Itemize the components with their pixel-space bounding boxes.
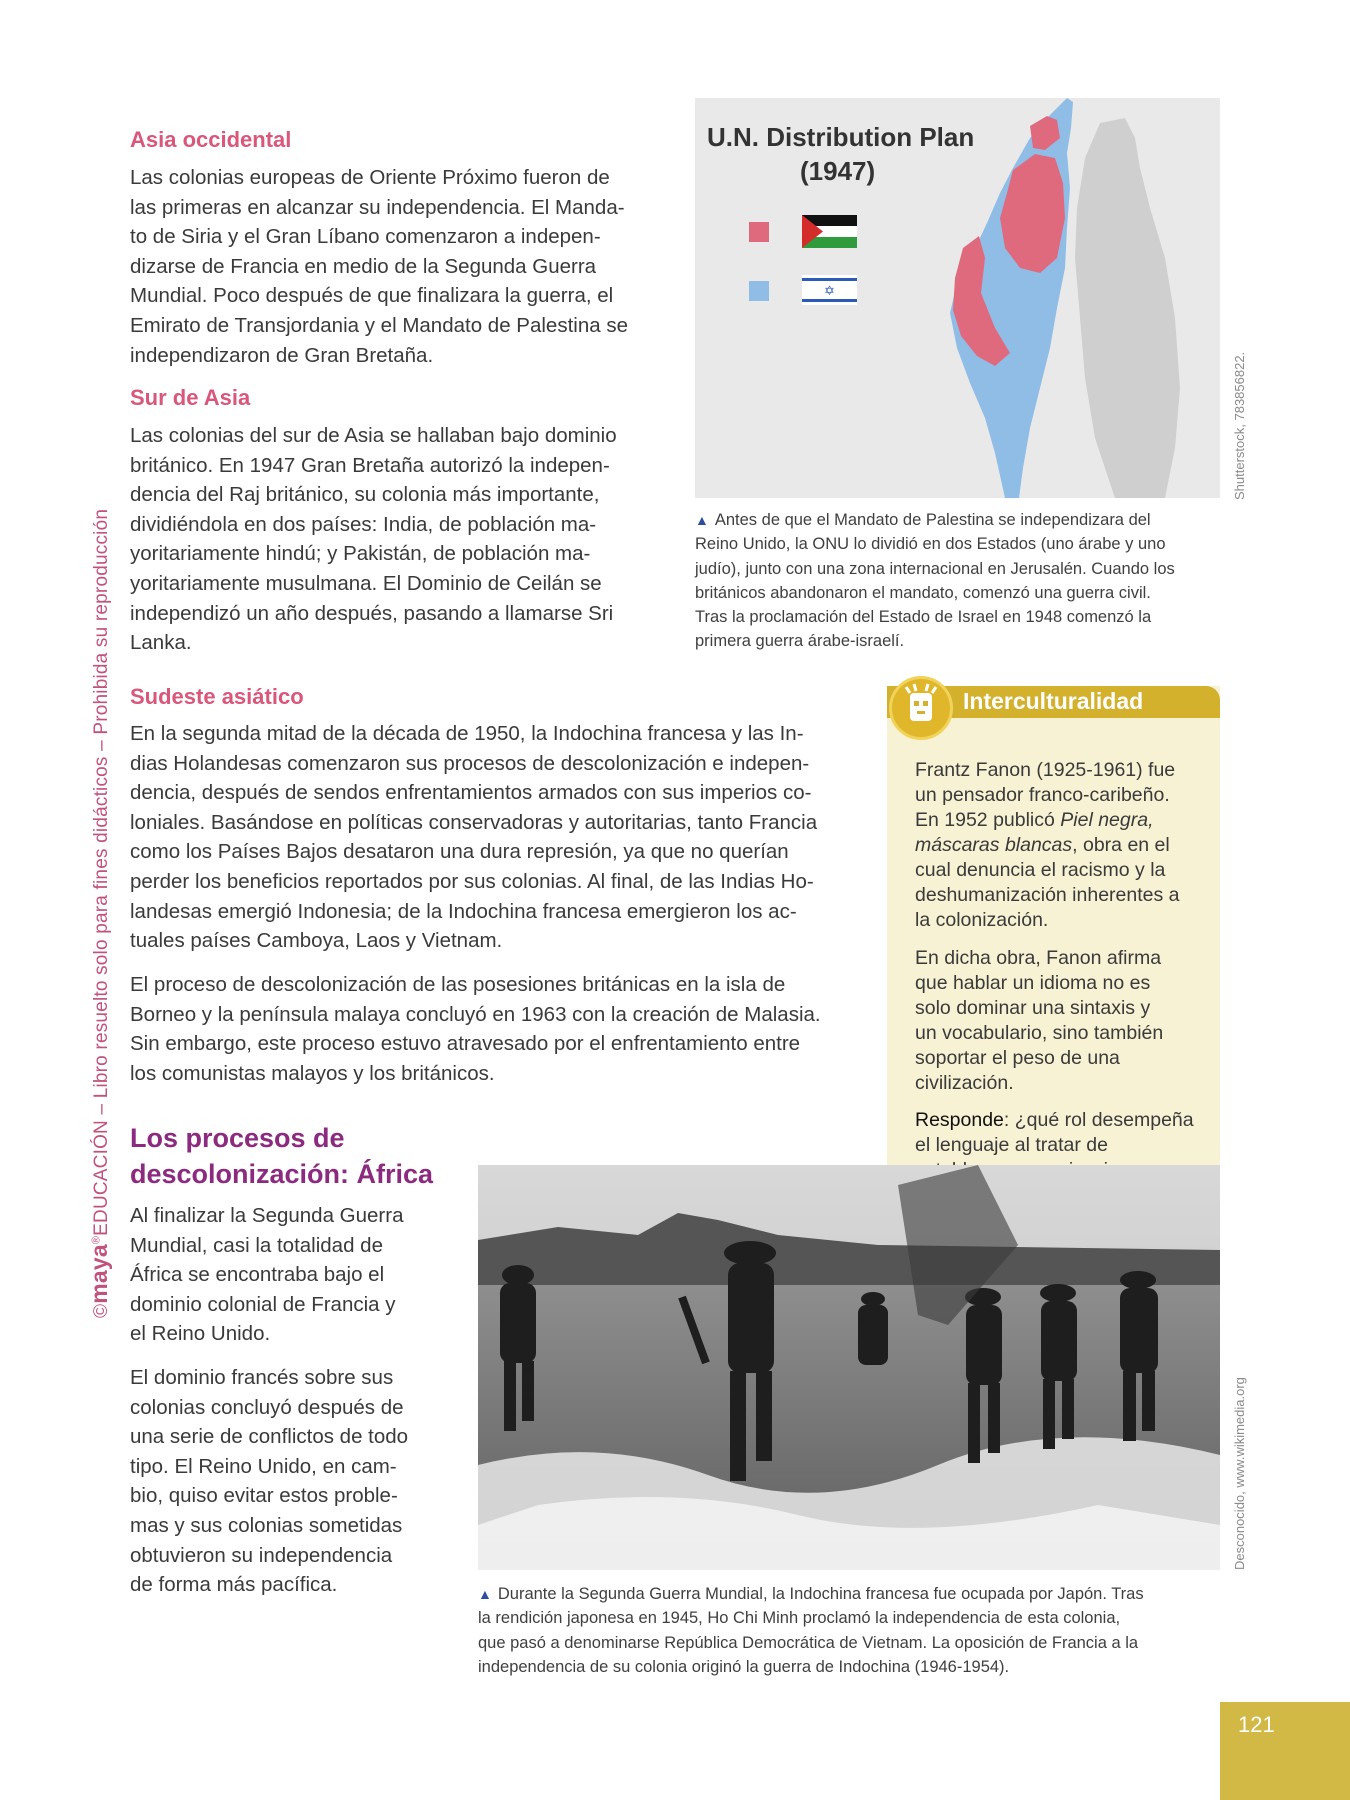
sudeste-asiatico-paragraph-2: El proceso de descolonización de las posesiones británicas en la isla de Borneo y la península malaya concluyó en 1963 con la creación de Malasia. Sin embargo, este proceso estuvo atravesado por el enfrentamiento entre los comunistas malayos y los británicos. [130,973,821,1085]
photo-illustration [478,1165,1220,1570]
map-title-line2: (1947) [800,156,876,186]
map-illustration [695,98,1220,498]
section-title-sur-de-asia: Sur de Asia [130,385,251,410]
map-photo-credit: Shutterstock, 783856822. [1232,351,1247,500]
section-title-sudeste-asiatico: Sudeste asiático [130,684,304,709]
palestinian-flag-icon [802,215,857,248]
interculturalidad-title: Interculturalidad [963,688,1144,714]
indochina-landing-photo [478,1165,1220,1570]
interculturalidad-question: Responde: ¿qué rol desempeña el lenguaje al tratar de [915,1108,1194,1156]
sudeste-asiatico-paragraph-1: En la segunda mitad de la década de 1950, la Indochina francesa y las In- dias Holandesas comenzaron sus procesos de descolonización e indepen- dencia, después de sendos enfrentamientos armados con sus imperios co- loniales. Basándose en políticas conservadoras y autoritarias, tanto Francia como los Países Bajos desataron una dura represión, ya que no querían perder los beneficios reportados por sus colonias. Al final, de las Indias Ho- landesas emergió Indonesia; de la Indochina francesa emergieron los ac- tuales países Camboya, Laos y Vietnam. [130,722,818,953]
page-number: 121 [1238,1712,1275,1737]
asia-occidental-paragraph: Las colonias europeas de Oriente Próximo fueron de las primeras en alcanzar su independencia. El Manda- to de Siria y el Gran Líbano comenzaron a indepen- dizarse de Francia en medio de la Segunda Guerra Mundial. Poco después de que finalizara la guerra, el Emirato de Transjordania y el Mandato de Palestina se independizaron de Gran Bretaña. [130,166,628,367]
responde-label: Responde [915,1108,1004,1131]
map-title-line1: U.N. Distribution Plan [707,122,975,152]
interculturalidad-paragraph-2: En dicha obra, Fanon afirma que hablar un idioma no es solo dominar una sintaxis y un vocabulario, sino también soportar el peso de una civilización. [915,946,1164,1094]
israeli-flag-icon [802,275,857,305]
caption-triangle-icon: ▲ [478,1586,492,1602]
un-distribution-plan-map [695,98,1220,498]
photo-caption: ▲ Durante la Segunda Guerra Mundial, la Indochina francesa fue ocupada por Japón. Tras la rendición japonesa en 1945, Ho Chi Minh proclamó la independencia de esta colonia, que pasó a denominarse República Democrática de Vietnam. La oposición de Francia a la independencia de su colonia originó la guerra de Indochina (1946-1954). [478,1585,1144,1676]
africa-paragraph-2: El dominio francés sobre sus colonias concluyó después de una serie de conflictos de todo tipo. El Reino Unido, en cam- bio, quiso evitar estos proble- mas y sus colonias sometidas obtuvieron su independencia de forma más pacífica. [130,1366,409,1597]
caption-triangle-icon: ▲ [695,512,709,528]
map-caption: ▲ Antes de que el Mandato de Palestina se independizara del Reino Unido, la ONU lo dividió en dos Estados (uno árabe y uno judío), junto con una zona internacional en Jerusalén. Cuando los británicos abandonaron el mandato, comenzó una guerra civil. Tras la proclamación del Estado de Israel en 1948 comenzó la primera guerra árabe-israelí. [695,511,1175,651]
section-title-asia-occidental: Asia occidental [130,127,292,152]
africa-section-title: Los procesos de descolonización: África [130,1123,434,1189]
sur-de-asia-paragraph: Las colonias del sur de Asia se hallaban bajo dominio británico. En 1947 Gran Bretaña autorizó la indepen- dencia del Raj británico, su colonia más importante, dividiéndola en dos países: India, de población ma- yoritariamente hindú; y Pakistán, de población ma- yoritariamente musulmana. El Dominio de Ceilán se independizó un año después, pasando a llamarse Sri Lanka. [130,424,617,655]
photo-credit: Desconocido, www.wikimedia.org [1232,1377,1247,1570]
legend-jewish-swatch [749,281,769,301]
svg-text:✡: ✡ [824,283,835,298]
vertical-copyright-notice: ©maya®EDUCACIÓN – Libro resuelto solo para fines didácticos – Prohibida su reproducción [86,508,112,1318]
maya-logo: maya [86,1244,112,1304]
legend-arab-swatch [749,222,769,242]
interculturalidad-mask-icon [889,676,953,740]
interculturalidad-paragraph-1: Frantz Fanon (1925-1961) fue un pensador franco-caribeño. En 1952 publicó Piel negra, máscaras blancas, obra en el cual denuncia el racismo y la deshumanización inherentes a la colonización. [915,758,1180,931]
africa-paragraph-1: Al finalizar la Segunda Guerra Mundial, casi la totalidad de África se encontraba bajo el dominio colonial de Francia y el Reino Unido. [130,1204,404,1346]
